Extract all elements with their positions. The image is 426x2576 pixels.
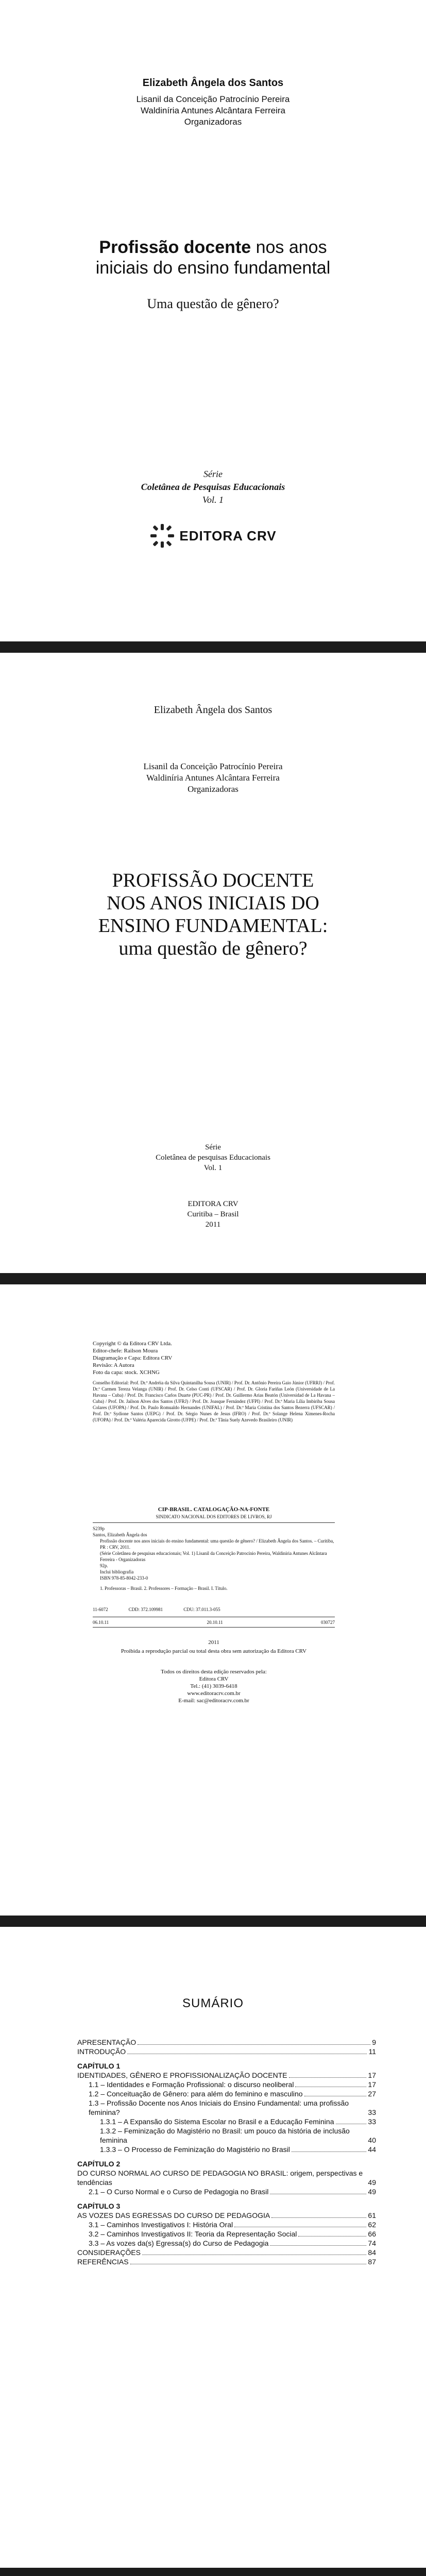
toc-entry-label: 1.3 – Profissão Docente nos Anos Iniciais do Ensino Fundamental: uma profissão feminina? — [89, 2099, 349, 2116]
cip-dates — [93, 1619, 335, 1625]
cover-organizer-role: Organizadoras — [184, 117, 242, 127]
toc-leader — [270, 2245, 366, 2246]
toc-leader — [289, 2077, 367, 2078]
imprint-year: 2011 — [205, 1221, 221, 1229]
cip-work-title: Profissão docente nos anos iniciais do ensino fundamental: uma questão de gênero? / Elizabeth Ângela dos Santos. – Curitiba, PR : CRV, 2011. — [100, 1538, 334, 1550]
cover-title-bold: Profissão docente — [99, 238, 251, 257]
toc-entry[interactable] — [77, 2098, 376, 2117]
toc-entry-label: APRESENTAÇÃO — [77, 2038, 137, 2046]
toc-entry[interactable] — [77, 2229, 376, 2239]
toc-entry[interactable] — [77, 2201, 376, 2211]
cip-isbn: ISBN 978-85-8042-233-0 — [100, 1575, 148, 1581]
imprint-city: Curitiba – Brasil — [187, 1210, 239, 1218]
colophon-year: 2011 — [208, 1639, 219, 1646]
publisher-logo — [144, 520, 282, 551]
credit-review: Revisão: A Autora — [93, 1362, 134, 1368]
contact-email[interactable]: E-mail: sac@editoracrv.com.br — [178, 1698, 249, 1704]
cip-series: (Série Coletânea de pesquisas educacionais; Vol. 1) Lisanil da Conceição Patrocínio Pereira, Waldiníria Antunes Alcântara Ferreira - Organizadoras — [100, 1551, 327, 1562]
cover-title-rest: nos anos iniciais do ensino fundamental — [95, 238, 331, 278]
colophon-page — [0, 1284, 426, 1916]
toc-entry-page: 44 — [368, 2145, 376, 2154]
cip-title: CIP-BRASIL. CATALOGAÇÃO-NA-FONTE — [158, 1506, 270, 1513]
toc-entry-label: IDENTIDADES, GÊNERO E PROFISSIONALIZAÇÃO DOCENTE — [77, 2071, 287, 2079]
toc-entry[interactable] — [77, 2071, 376, 2080]
publisher-name: EDITORA CRV — [179, 528, 277, 544]
toc-entry-label: 3.2 – Caminhos Investigativos II: Teoria da Representação Social — [89, 2230, 297, 2238]
toc-entry-page: 17 — [368, 2071, 376, 2079]
credit-editor: Editor-chefe: Railson Moura — [93, 1348, 158, 1354]
summary-heading: SUMÁRIO — [182, 1996, 244, 2010]
toc-entry[interactable] — [77, 2145, 376, 2154]
toc-entry-label: REFERÊNCIAS — [77, 2258, 129, 2266]
title-page-author: Elizabeth Ângela dos Santos — [154, 704, 272, 716]
contact-note: Todos os direitos desta edição reservados pela: — [161, 1669, 267, 1675]
toc-leader — [138, 2044, 370, 2045]
toc-entry-label: AS VOZES DAS EGRESSAS DO CURSO DE PEDAGOGIA — [77, 2211, 270, 2219]
toc-entry[interactable] — [77, 2257, 376, 2266]
title-line-4: uma questão de gênero? — [118, 938, 308, 959]
toc-entry[interactable] — [77, 2248, 376, 2257]
cip-classification — [93, 1606, 335, 1613]
toc-entry-label: CONSIDERAÇÕES — [77, 2248, 141, 2257]
page-gap — [0, 641, 426, 653]
title-page-title — [0, 869, 426, 960]
title-series-volume: Vol. 1 — [203, 1164, 223, 1172]
title-page-series — [0, 1142, 426, 1173]
toc-entry-label: 1.3.3 – O Processo de Feminização do Magistério no Brasil — [100, 2145, 290, 2154]
cover-series-name: Coletânea de Pesquisas Educacionais — [141, 482, 285, 492]
imprint-publisher: EDITORA CRV — [188, 1200, 238, 1208]
page-gap — [0, 1273, 426, 1284]
toc-entry[interactable] — [77, 2080, 376, 2089]
title-organizer-role: Organizadoras — [188, 784, 238, 794]
cover-organizer-2: Waldiníria Antunes Alcântara Ferreira — [141, 106, 285, 115]
toc-entry[interactable] — [77, 2220, 376, 2229]
toc-entry-label: 1.3.1 – A Expansão do Sistema Escolar no Brasil e a Educação Feminina — [100, 2117, 334, 2126]
cip-rule-top — [93, 1522, 335, 1523]
toc-entry-page: 49 — [368, 2178, 376, 2187]
cip-body — [93, 1526, 335, 1591]
toc-entry-page: 66 — [368, 2230, 376, 2238]
page-gap — [0, 2568, 426, 2576]
toc-entry-label: DO CURSO NORMAL AO CURSO DE PEDAGOGIA NO BRASIL: origem, perspectivas e tendências — [77, 2169, 363, 2187]
toc-entry-label: CAPÍTULO 3 — [77, 2202, 121, 2210]
title-page-organizers — [0, 761, 426, 795]
toc-entry-page: 40 — [368, 2136, 376, 2144]
toc-entry-label: 1.2 – Conceituação de Gênero: para além do feminino e masculino — [89, 2090, 303, 2098]
credit-layout: Diagramação e Capa: Editora CRV — [93, 1355, 173, 1361]
toc-leader — [271, 2217, 366, 2218]
toc-entry-label: CAPÍTULO 1 — [77, 2062, 121, 2070]
toc-entry-label: 1.3.2 – Feminização do Magistério no Brasil: um pouco da história de inclusão feminina — [100, 2127, 350, 2144]
cip-date-2: 20.10.11 — [207, 1620, 223, 1625]
title-series-label: Série — [205, 1143, 221, 1151]
cover-subtitle: Uma questão de gênero? — [147, 296, 279, 311]
title-line-1: PROFISSÃO DOCENTE — [112, 870, 314, 891]
toc-entry-label: CAPÍTULO 2 — [77, 2160, 121, 2168]
publisher-logo-icon — [149, 523, 175, 549]
toc-entry-page: 9 — [372, 2038, 376, 2046]
colophon-rights: Proibida a reprodução parcial ou total desta obra sem autorização da Editora CRV — [121, 1648, 307, 1654]
title-series-name: Coletânea de pesquisas Educacionais — [156, 1154, 270, 1162]
title-organizer-1: Lisanil da Conceição Patrocínio Pereira — [143, 761, 283, 771]
credit-copyright: Copyright © da Editora CRV Ltda. — [93, 1341, 172, 1347]
contact-phone: Tel.: (41) 3039-6418 — [190, 1683, 237, 1689]
toc-entry[interactable] — [77, 2187, 376, 2196]
toc-entry[interactable] — [77, 2061, 376, 2071]
title-line-2: NOS ANOS INICIAIS DO — [107, 892, 319, 914]
cover-organizer-1: Lisanil da Conceição Patrocínio Pereira — [136, 94, 290, 104]
cover-volume: Vol. 1 — [202, 495, 224, 505]
title-organizer-2: Waldiníria Antunes Alcântara Ferreira — [146, 773, 280, 783]
credit-photo: Foto da capa: stock. XCHNG — [93, 1369, 160, 1376]
page-gap — [0, 1916, 426, 1927]
toc-entry-label: 3.1 – Caminhos Investigativos I: História Oral — [89, 2221, 233, 2229]
toc-entry-label: 3.3 – As vozes da(s) Egressa(s) do Curso de Pedagogia — [89, 2239, 269, 2247]
cip-class-2: CDD: 372.109981 — [128, 1607, 163, 1612]
toc-leader — [292, 2151, 367, 2152]
colophon-credits — [93, 1340, 350, 1376]
toc-entry-page: 17 — [368, 2080, 376, 2089]
cover-series-label: Série — [203, 469, 223, 479]
editorial-board: Conselho Editorial: Prof. Dr.ª Andréia da Silva Quintanilha Sousa (UNIR) / Prof. Dr. Antônio Pereira Gaio Júnior (UFRRJ) / Prof. Dr.ª Carmen Tereza Velanga (UNIR) / Prof. Dr. Celso Conti (UFSCAR) / Prof. Dr. Gloria Fariñas León (Universidade de La Havana – Cuba) / Prof. Dr. Francisco Carlos Duarte (PUC-PR) / Prof. Dr. Guillermo Arias Beatón (Universidad de La Havana – Cuba) / Prof. Dr. Jailson Alves dos Santos (UFRJ) / Prof. Dr. Joasque Fernández (UFPI) / Prof. Dr.ª Maria Lília Imbiriba Sousa Colares (UFOPA) / Prof. Dr. Paulo Romualdo Hernandes (UNIFAL) / Prof. Dr.ª Maria Cristina dos Santos Bezerra (UFSCAR) / Prof. Dr.ª Sydione Santos (UEPG) / Prof. Dr. Sérgio Nunes de Jesus (IFRO) / Prof. Dr.ª Solange Helena Ximenes-Rocha (UFOPA) / Prof. Dr.ª Valéria Aparecida Girotto (UFPE) / Prof. Dr.ª Tânia Suely Azevedo Brasileiro (UNIR) — [93, 1380, 335, 1422]
cip-subjects: 1. Professoras – Brasil. 2. Professores – Formação – Brasil. I. Título. — [100, 1586, 228, 1591]
cip-class-3: CDU: 37.011.3-055 — [183, 1607, 220, 1612]
toc-entry-label: INTRODUÇÃO — [77, 2047, 126, 2056]
cip-subtitle: SINDICATO NACIONAL DOS EDITORES DE LIVROS, RJ — [156, 1514, 272, 1519]
contact-website[interactable]: www.editoracrv.com.br — [187, 1690, 241, 1697]
toc-entry[interactable] — [77, 2117, 376, 2126]
toc-entry-page: 33 — [368, 2108, 376, 2116]
cover-author: Elizabeth Ângela dos Santos — [142, 77, 284, 89]
cover-title — [82, 237, 344, 278]
toc-entry-page: 87 — [368, 2258, 376, 2266]
cip-rule-bottom — [93, 1627, 335, 1628]
cip-number: 030727 — [321, 1620, 335, 1625]
summary-page — [0, 1927, 426, 2568]
toc-entry-page: 49 — [368, 2188, 376, 2196]
title-page — [0, 653, 426, 1273]
table-of-contents — [77, 2038, 376, 2266]
contact-publisher: Editora CRV — [199, 1676, 229, 1682]
toc-entry-page: 62 — [368, 2221, 376, 2229]
cip-class-1: 11-6072 — [93, 1607, 108, 1612]
title-line-3: ENSINO FUNDAMENTAL: — [98, 915, 328, 937]
toc-entry[interactable] — [77, 2047, 376, 2056]
cip-code: S239p — [93, 1526, 105, 1531]
toc-entry-label: 1.1 – Identidades e Formação Profissional: o discurso neoliberal — [89, 2080, 294, 2089]
toc-entry[interactable] — [77, 2211, 376, 2220]
toc-entry[interactable] — [77, 2126, 376, 2145]
toc-entry-label: 2.1 – O Curso Normal e o Curso de Pedagogia no Brasil — [89, 2188, 269, 2196]
toc-entry-page: 33 — [368, 2117, 376, 2126]
colophon-contact — [93, 1668, 335, 1704]
toc-entry-page: 11 — [368, 2047, 376, 2056]
cip-pages: 92p. — [100, 1563, 108, 1568]
cip-date-1: 06.10.11 — [93, 1620, 109, 1625]
cover-organizers — [0, 94, 426, 128]
toc-entry-page: 61 — [368, 2211, 376, 2219]
toc-entry[interactable] — [77, 2089, 376, 2098]
cip-biblio: Inclui bibliografia — [100, 1569, 134, 1574]
toc-entry-page: 84 — [368, 2248, 376, 2257]
toc-entry[interactable] — [77, 2159, 376, 2168]
toc-entry[interactable] — [77, 2168, 376, 2187]
toc-entry[interactable] — [77, 2038, 376, 2047]
toc-entry-page: 74 — [368, 2239, 376, 2247]
toc-entry[interactable] — [77, 2239, 376, 2248]
cover-page — [0, 0, 426, 641]
toc-entry-page: 27 — [368, 2090, 376, 2098]
title-page-imprint — [0, 1199, 426, 1230]
cip-author: Santos, Elizabeth Ângela dos — [93, 1532, 147, 1537]
